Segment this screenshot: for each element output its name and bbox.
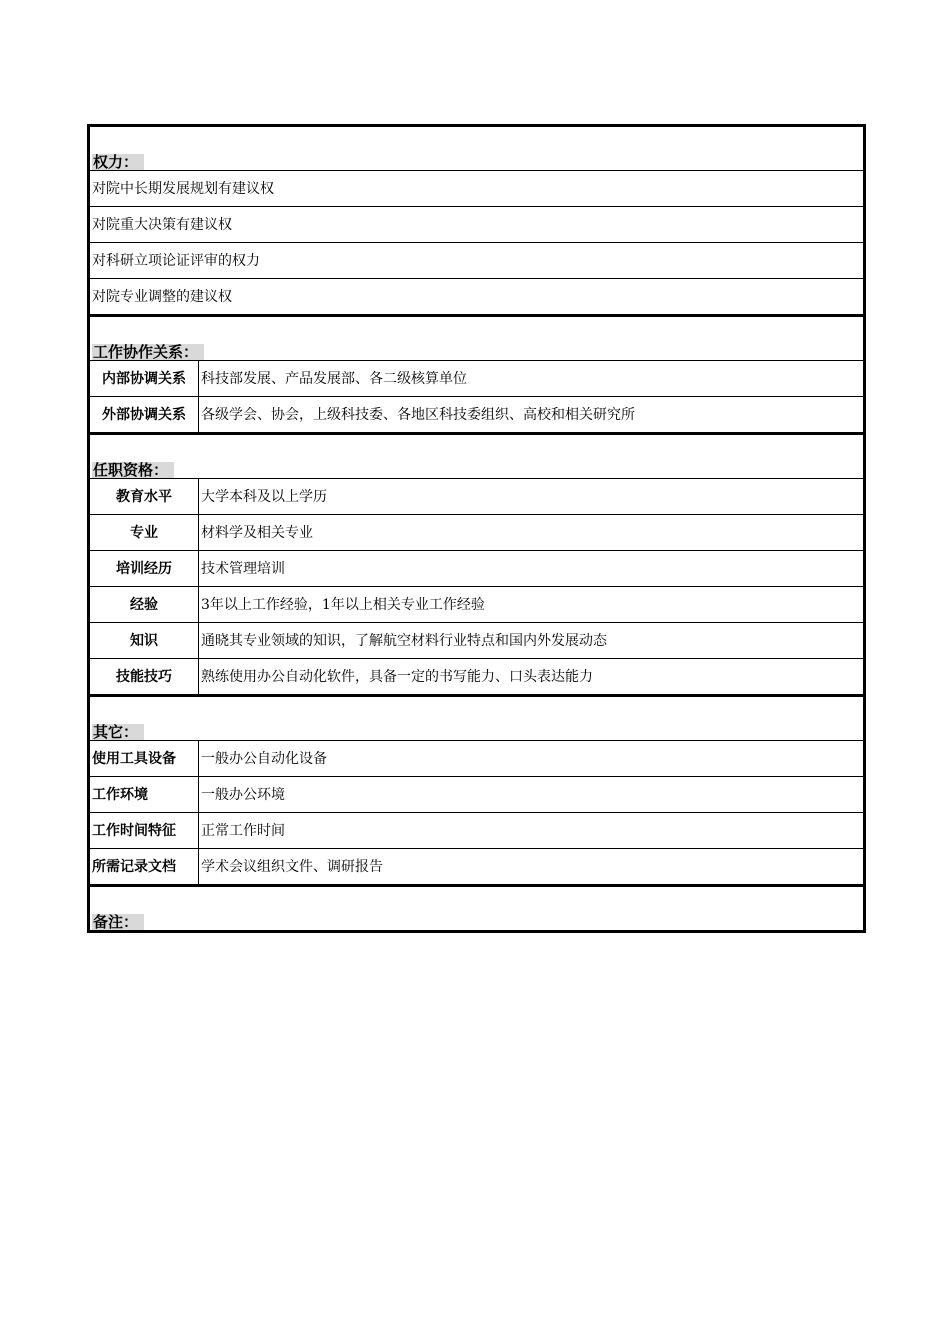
other-row <box>89 741 865 777</box>
qualification-label: 专业 <box>89 515 199 551</box>
other-label: 所需记录文档 <box>89 849 199 886</box>
qualification-row <box>89 623 865 659</box>
other-label: 工作环境 <box>89 777 199 813</box>
qualification-label: 知识 <box>89 623 199 659</box>
qualification-label: 教育水平 <box>89 479 199 515</box>
qualification-label: 经验 <box>89 587 199 623</box>
cooperation-value: 科技部发展、产品发展部、各二级核算单位 <box>199 361 865 397</box>
other-label: 工作时间特征 <box>89 813 199 849</box>
section-qualifications-heading: 任职资格： <box>92 462 174 478</box>
section-remarks <box>89 886 865 932</box>
other-value: 正常工作时间 <box>199 813 865 849</box>
qualification-value: 材料学及相关专业 <box>199 515 865 551</box>
section-remarks-heading: 备注： <box>92 914 144 930</box>
other-row <box>89 777 865 813</box>
qualification-row <box>89 659 865 696</box>
power-item-text: 对院专业调整的建议权 <box>89 279 865 316</box>
power-item <box>89 207 865 243</box>
section-cooperation-heading: 工作协作关系： <box>92 344 204 360</box>
power-item-text: 对院重大决策有建议权 <box>89 207 865 243</box>
cooperation-label: 内部协调关系 <box>89 361 199 397</box>
section-qualifications <box>89 434 865 479</box>
qualification-row <box>89 515 865 551</box>
job-description-table <box>87 124 866 933</box>
other-value: 一般办公自动化设备 <box>199 741 865 777</box>
section-cooperation <box>89 316 865 361</box>
section-power-heading: 权力： <box>92 154 144 170</box>
power-item <box>89 171 865 207</box>
qualification-value: 通晓其专业领域的知识，了解航空材料行业特点和国内外发展动态 <box>199 623 865 659</box>
power-item-text: 对院中长期发展规划有建议权 <box>89 171 865 207</box>
cooperation-row <box>89 361 865 397</box>
other-row <box>89 849 865 886</box>
qualification-value: 大学本科及以上学历 <box>199 479 865 515</box>
power-item-text: 对科研立项论证评审的权力 <box>89 243 865 279</box>
qualification-label: 技能技巧 <box>89 659 199 696</box>
qualification-label: 培训经历 <box>89 551 199 587</box>
other-value: 一般办公环境 <box>199 777 865 813</box>
other-value: 学术会议组织文件、调研报告 <box>199 849 865 886</box>
qualification-row <box>89 479 865 515</box>
cooperation-label: 外部协调关系 <box>89 397 199 434</box>
power-item <box>89 279 865 316</box>
qualification-row <box>89 551 865 587</box>
section-other-heading: 其它： <box>92 724 144 740</box>
cooperation-row <box>89 397 865 434</box>
section-other <box>89 696 865 741</box>
section-power <box>89 126 865 171</box>
qualification-value: 技术管理培训 <box>199 551 865 587</box>
other-row <box>89 813 865 849</box>
other-label: 使用工具设备 <box>89 741 199 777</box>
power-item <box>89 243 865 279</box>
qualification-row <box>89 587 865 623</box>
qualification-value: 熟练使用办公自动化软件，具备一定的书写能力、口头表达能力 <box>199 659 865 696</box>
qualification-value: 3年以上工作经验，1年以上相关专业工作经验 <box>199 587 865 623</box>
cooperation-value: 各级学会、协会，上级科技委、各地区科技委组织、高校和相关研究所 <box>199 397 865 434</box>
